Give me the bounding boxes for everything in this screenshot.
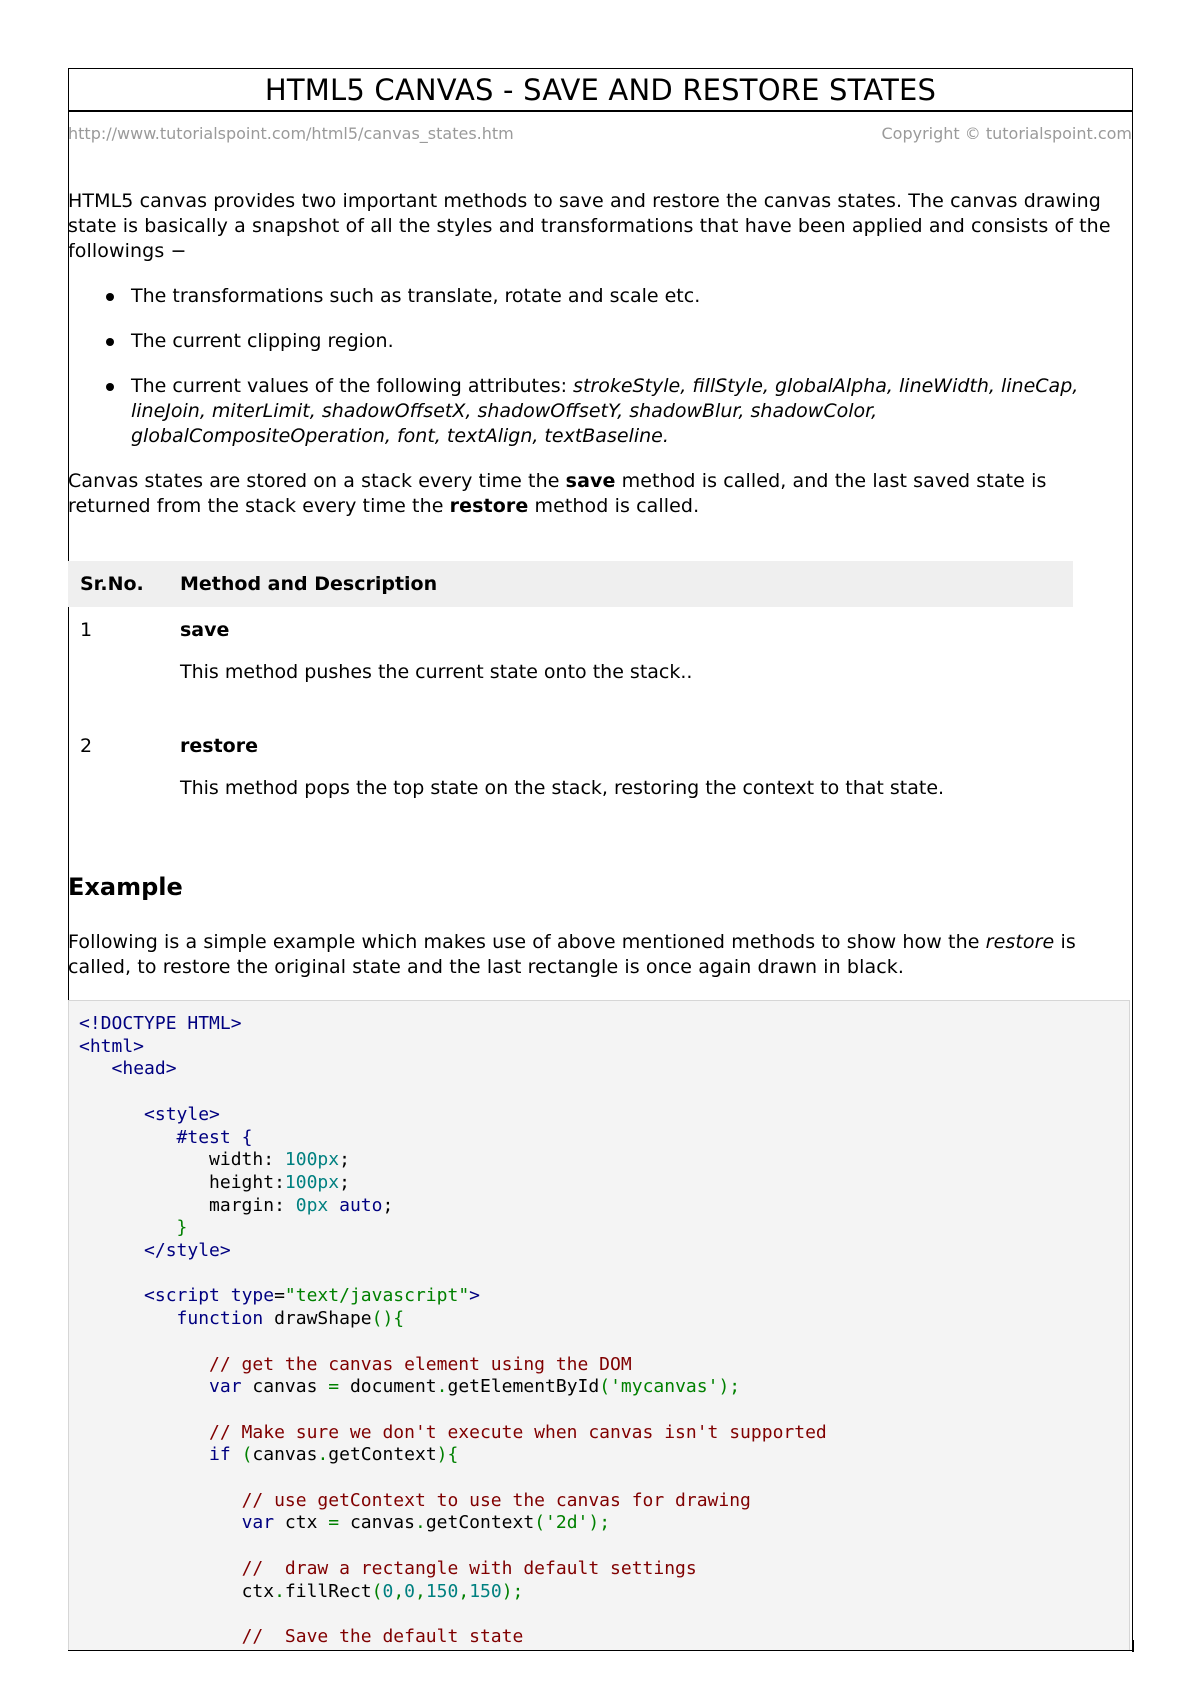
example-heading: Example	[68, 873, 183, 901]
code-comment: // Make sure we don't execute when canvas isn't supported	[209, 1421, 827, 1443]
code-token: margin:	[209, 1194, 285, 1216]
bottom-rule	[68, 1650, 1133, 1651]
code-block[interactable]	[68, 1000, 1130, 1650]
list-item	[100, 329, 1130, 354]
row-number: 1	[80, 619, 93, 641]
code-token: <head>	[111, 1058, 177, 1080]
code-token: </style>	[144, 1240, 231, 1262]
save-keyword: save	[565, 470, 616, 492]
code-token: height:	[209, 1171, 285, 1193]
code-token: =	[328, 1512, 340, 1534]
row-method	[168, 723, 1073, 839]
code-token: ){	[436, 1444, 459, 1466]
code-token: }	[176, 1217, 188, 1239]
list-item-text: The current values of the following attributes:	[131, 375, 574, 397]
code-token: #test {	[176, 1126, 253, 1148]
column-header-method: Method and Description	[168, 561, 1073, 607]
text-span: method is called.	[528, 495, 700, 517]
code-token: ctx	[274, 1512, 329, 1534]
code-token: drawShape	[263, 1308, 372, 1330]
column-header-srno: Sr.No.	[68, 561, 168, 607]
code-token: fillRect	[284, 1580, 372, 1602]
code-token: 150	[425, 1580, 459, 1602]
code-token: <style>	[144, 1103, 220, 1125]
code-token: document	[339, 1376, 437, 1398]
code-token: if	[209, 1444, 231, 1466]
code-token: 'mycanvas'	[610, 1376, 719, 1398]
method-description: This method pops the top state on the stack, restoring the context to that state.	[180, 777, 945, 799]
list-item-text: The current clipping region.	[131, 330, 394, 352]
code-token: 0	[382, 1580, 394, 1602]
code-token: <!DOCTYPE HTML>	[79, 1013, 242, 1034]
bullet-icon	[106, 338, 114, 346]
code-token: );	[588, 1512, 611, 1534]
code-token: .	[274, 1580, 285, 1602]
frame-right-border	[1132, 112, 1133, 1642]
code-token: (){	[371, 1308, 405, 1330]
copyright-notice: Copyright © tutorialspoint.com	[881, 124, 1132, 143]
state-components-list	[100, 284, 1130, 469]
code-token: =	[328, 1376, 340, 1398]
code-token: getContext	[328, 1444, 437, 1466]
bullet-icon	[106, 383, 114, 391]
code-token: .	[414, 1512, 426, 1534]
code-comment: // get the canvas element using the DOM	[209, 1353, 632, 1375]
intro-paragraph: HTML5 canvas provides two important methods to save and restore the canvas states. The canvas drawing state is basically a snapshot of all the styles and transformations that have been applied and consists of the followings −	[68, 190, 1111, 262]
example-paragraph	[68, 930, 1133, 980]
code-token: ;	[339, 1149, 350, 1171]
code-token: canvas	[241, 1376, 329, 1398]
code-comment: // Save the default state	[241, 1625, 524, 1647]
code-token: ctx	[241, 1580, 275, 1602]
stack-paragraph	[68, 469, 1133, 519]
code-token: ;	[339, 1171, 350, 1193]
code-token: ,	[458, 1580, 470, 1602]
code-token: function	[176, 1308, 264, 1330]
code-token: >	[469, 1285, 480, 1307]
code-token: 100px	[284, 1171, 340, 1193]
code-listing	[69, 1001, 1129, 1650]
code-token: type	[219, 1285, 275, 1307]
code-token: (	[230, 1444, 253, 1466]
bullet-icon	[106, 293, 114, 301]
code-token: width:	[209, 1149, 275, 1171]
text-span: Following is a simple example which makes use of above mentioned methods to show how the	[68, 931, 986, 953]
code-token: var	[209, 1376, 242, 1398]
code-token: 100px	[274, 1149, 340, 1171]
list-item-text: The transformations such as translate, rotate and scale etc.	[131, 285, 701, 307]
method-name: restore	[180, 735, 258, 757]
code-token: ;	[382, 1194, 394, 1216]
attribute-names: strokeStyle, fillStyle, globalAlpha, lineWidth, lineCap, lineJoin, miterLimit, shadowOffsetX, shadowOffsetY, shadowBlur, shadowColor, globalCompositeOperation, font, textAlign, textBaseline.	[131, 375, 1079, 447]
row-number: 2	[80, 735, 93, 757]
code-token: getContext	[425, 1512, 535, 1534]
code-token: 0px	[284, 1194, 329, 1216]
text-span: method is called, and the last saved state is returned from the stack every time the	[68, 470, 1047, 517]
table-row	[68, 607, 1073, 723]
code-token: canvas	[252, 1444, 318, 1466]
text-span: is called, to restore the original state and the last rectangle is once again drawn in black.	[68, 931, 1076, 978]
code-token: ,	[393, 1580, 405, 1602]
method-description: This method pushes the current state onto the stack..	[180, 661, 693, 683]
code-token: .	[317, 1444, 329, 1466]
table-header-row	[68, 561, 1073, 607]
code-token: 150	[469, 1580, 502, 1602]
source-url-link[interactable]: http://www.tutorialspoint.com/html5/canvas_states.htm	[68, 124, 514, 143]
code-token: =	[274, 1285, 285, 1307]
text-span: Canvas states are stored on a stack every time the	[68, 470, 566, 492]
code-token: ,	[415, 1580, 426, 1602]
code-token: .	[436, 1376, 448, 1398]
code-token: "text/javascript"	[284, 1285, 470, 1307]
code-token: );	[501, 1580, 524, 1602]
code-token: (	[599, 1376, 611, 1398]
code-token: (	[371, 1580, 383, 1602]
methods-table	[68, 561, 1073, 839]
code-token: auto	[328, 1194, 383, 1216]
code-token: '2d'	[545, 1512, 589, 1534]
row-method	[168, 607, 1073, 723]
page-title: HTML5 CANVAS - SAVE AND RESTORE STATES	[68, 68, 1133, 112]
list-item	[100, 374, 1130, 449]
code-token: <html>	[79, 1035, 145, 1057]
method-name: save	[180, 619, 230, 641]
restore-emphasis: restore	[985, 931, 1055, 953]
code-comment: // draw a rectangle with default settings	[241, 1557, 697, 1579]
table-row	[68, 723, 1073, 839]
code-token: );	[718, 1376, 741, 1398]
restore-keyword: restore	[449, 495, 529, 517]
list-item	[100, 284, 1130, 309]
code-token: 0	[404, 1580, 415, 1602]
code-token: var	[241, 1512, 275, 1534]
code-token: <script	[144, 1285, 220, 1307]
code-comment: // use getContext to use the canvas for drawing	[241, 1489, 751, 1511]
code-token: canvas	[339, 1512, 415, 1534]
code-token: getElementById	[447, 1376, 600, 1398]
code-token: (	[534, 1512, 546, 1534]
corner-tick	[1132, 1640, 1134, 1652]
